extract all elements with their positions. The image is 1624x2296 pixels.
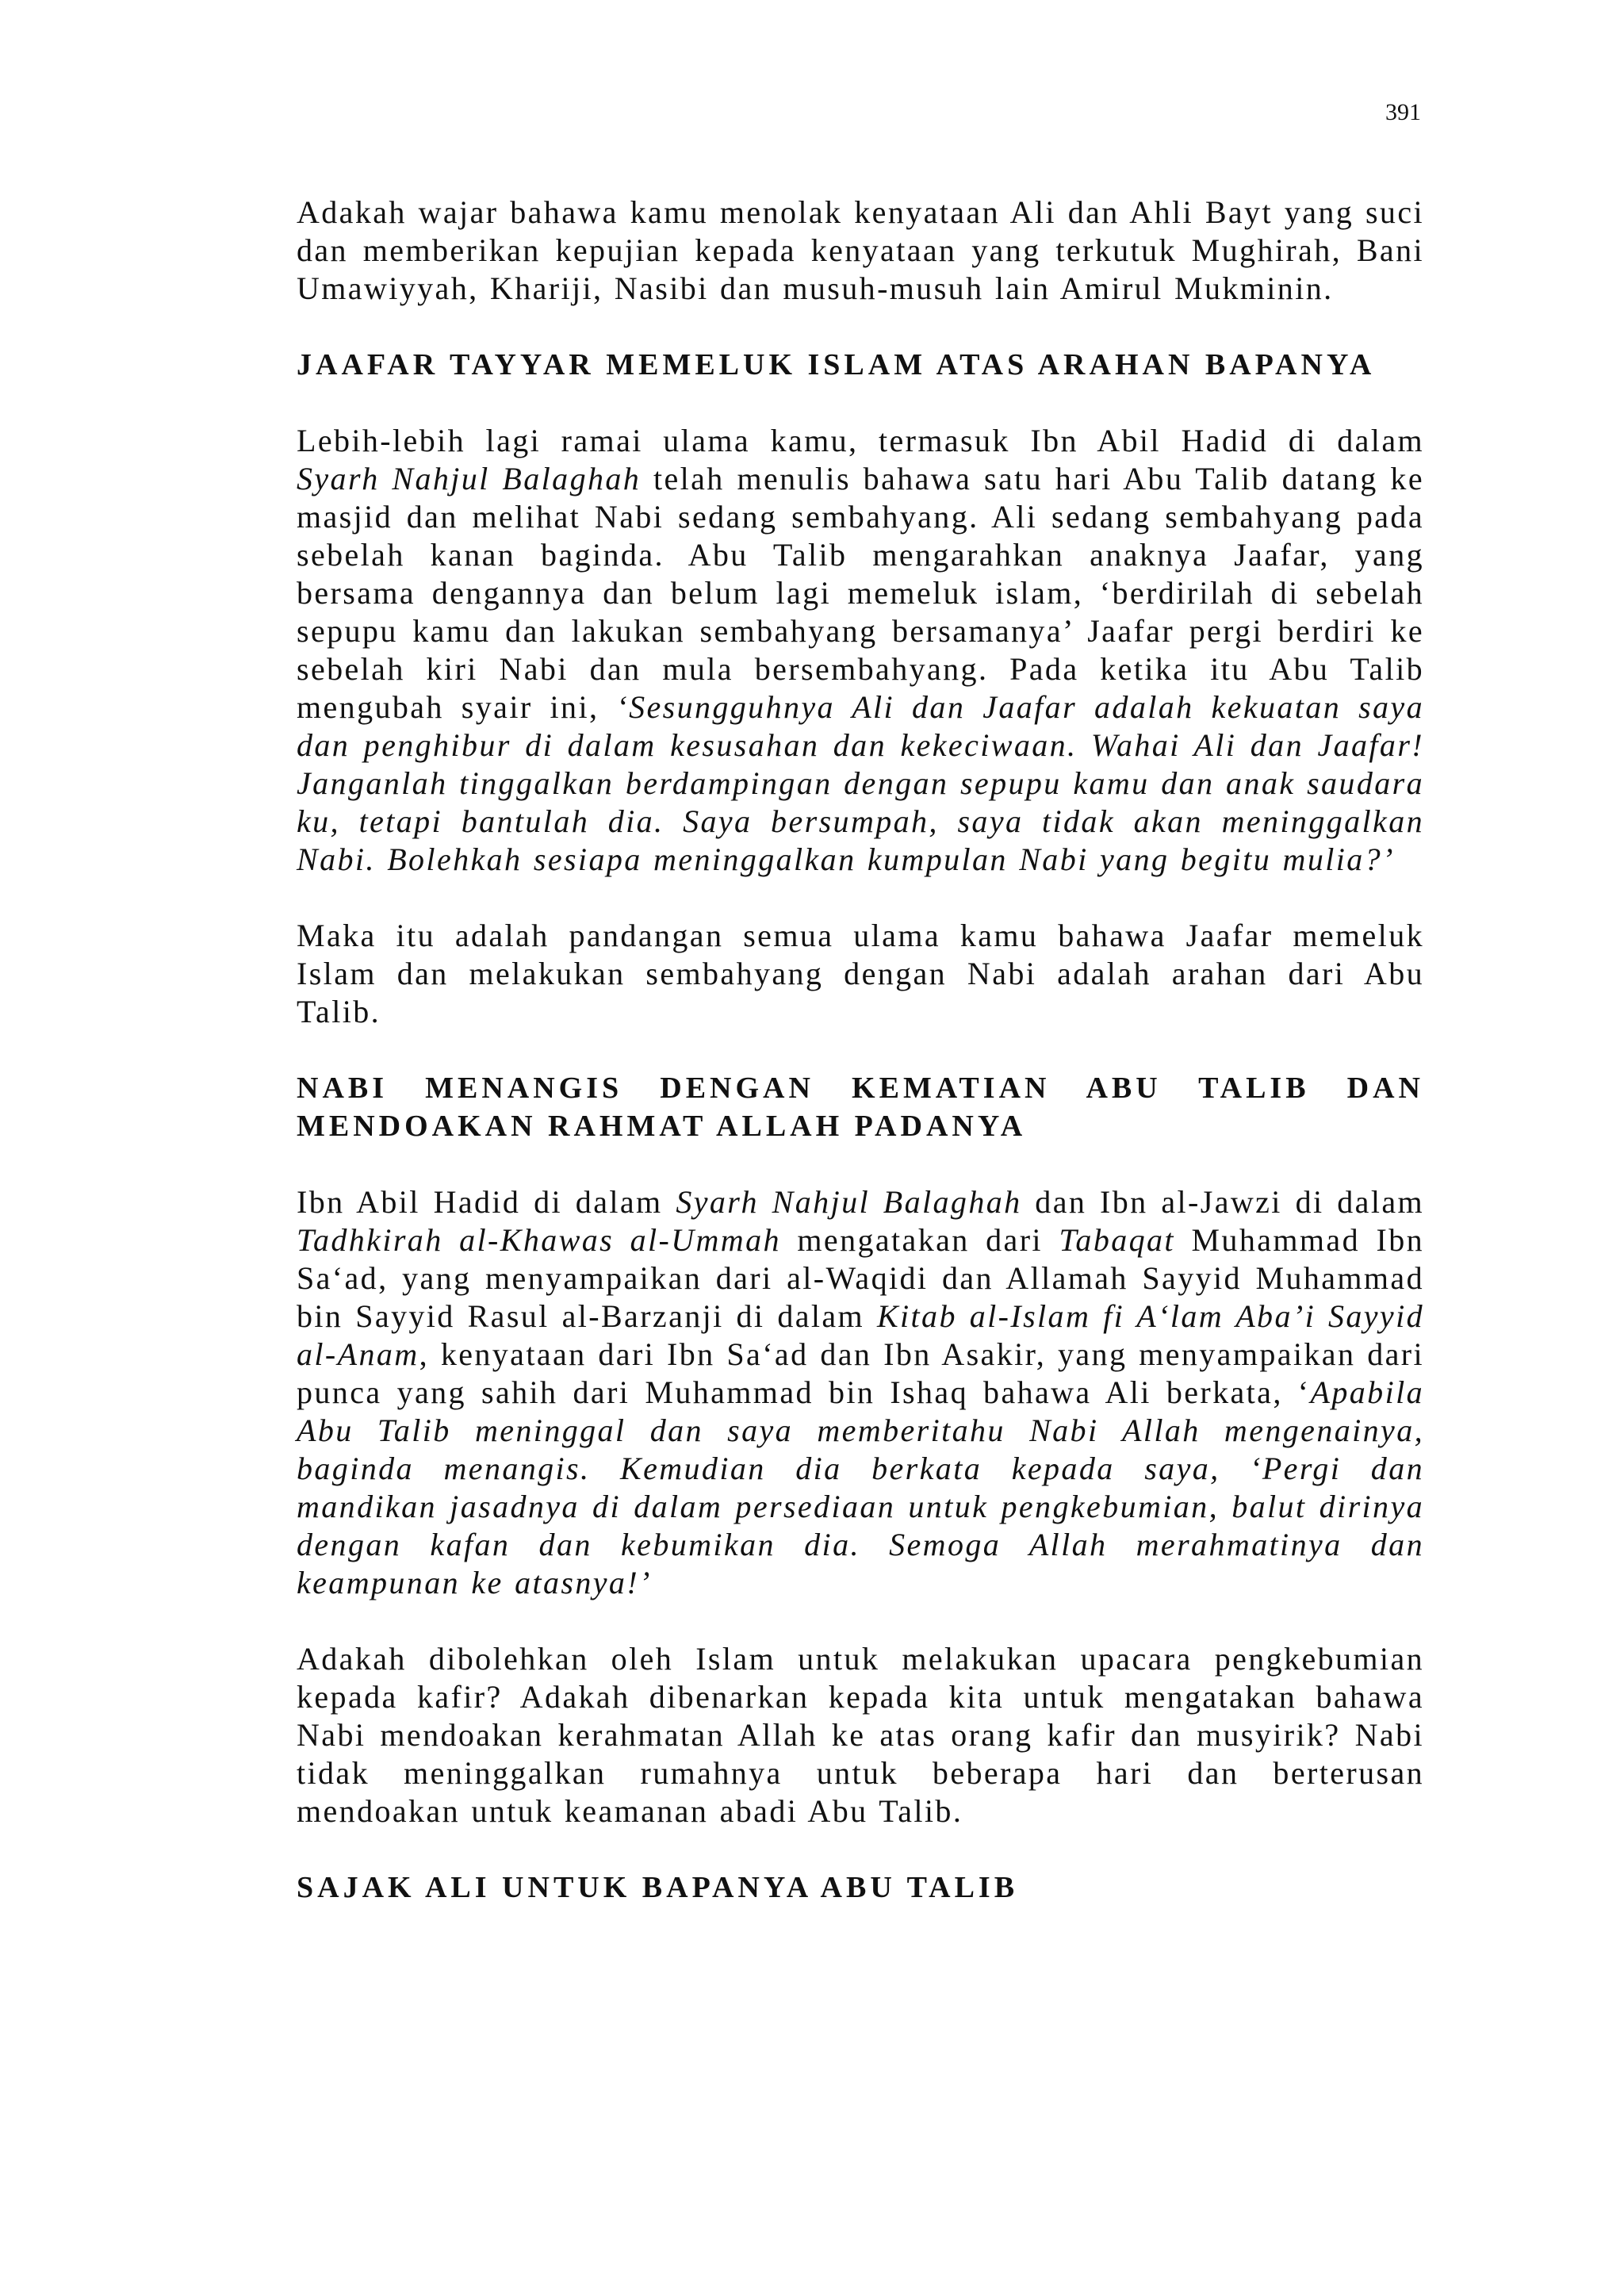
page-body [297, 194, 1424, 1907]
heading-sajak-ali: SAJAK ALI UNTUK BAPANYA ABU TALIB [297, 1871, 1019, 1904]
paragraph-2-text-a: Lebih-lebih lagi ramai ulama kamu, termasuk Ibn Abil Hadid di dalam [297, 423, 1424, 458]
paragraph-4-text-i: , kenyataan dari Ibn Sa‘ad dan Ibn Asakir, yang menyampaikan dari punca yang sahih dari Muhammad bin Ishaq bahawa Ali berkata, ‘ [297, 1336, 1424, 1410]
book-title-syarh-nahjul-balaghah-2: Syarh Nahjul Balaghah [676, 1184, 1022, 1220]
ali-quote: Apabila Abu Talib meninggal dan saya memberitahu Nabi Allah mengenainya, baginda menangis. Kemudian dia berkata kepada saya, ‘Pergi dan mandikan jasadnya di dalam persediaan untuk pengkebumian, balut dirinya dengan kafan dan kebumikan dia. Semoga Allah merahmatinya dan keampunan ke atasnya!’ [297, 1374, 1424, 1600]
book-title-kitab-al-islam: Kitab al-Islam fi A‘lam Aba’i Sayyid al-Anam [297, 1298, 1424, 1372]
paragraph-4-text-g: Muhammad Ibn Sa‘ad, yang menyampaikan dari al-Waqidi dan Allamah Sayyid Muhammad bin Sayyid Rasul al-Barzanji di dalam [297, 1222, 1424, 1334]
paragraph-3-text: Maka itu adalah pandangan semua ulama kamu bahawa Jaafar memeluk Islam dan melakukan sembahyang dengan Nabi adalah arahan dari Abu Talib. [297, 918, 1424, 1029]
page-number: 391 [1385, 99, 1421, 125]
paragraph-4 [297, 1183, 1424, 1602]
paragraph-1-text: Adakah wajar bahawa kamu menolak kenyataan Ali dan Ahli Bayt yang suci dan memberikan kepujian kepada kenyataan yang terkutuk Mughirah, Bani Umawiyyah, Khariji, Nasibi dan musuh-musuh lain Amirul Mukminin. [297, 194, 1424, 306]
paragraph-5 [297, 1640, 1424, 1830]
paragraph-4-text-e: mengatakan dari [780, 1222, 1059, 1258]
paragraph-5-text: Adakah dibolehkan oleh Islam untuk melakukan upacara pengkebumian kepada kafir? Adakah dibenarkan kepada kita untuk mengatakan bahawa Nabi mendoakan kerahmatan Allah ke atas orang kafir dan musyirik? Nabi tidak meninggalkan rumahnya untuk beberapa hari dan berterusan mendoakan untuk keamanan abadi Abu Talib. [297, 1641, 1424, 1829]
heading-jaafar-tayyar: JAAFAR TAYYAR MEMELUK ISLAM ATAS ARAHAN BAPANYA [297, 348, 1376, 381]
paragraph-3 [297, 917, 1424, 1031]
paragraph-4-text-a: Ibn Abil Hadid di dalam [297, 1184, 676, 1220]
book-title-syarh-nahjul-balaghah: Syarh Nahjul Balaghah [297, 461, 642, 496]
paragraph-2-text-c: telah menulis bahawa satu hari Abu Talib datang ke masjid dan melihat Nabi sedang sembahyang. Ali sedang sembahyang pada sebelah kanan baginda. Abu Talib mengarahkan anaknya Jaafar, yang bersama dengannya dan belum lagi memeluk islam, ‘berdirilah di sebelah sepupu kamu dan lakukan sembahyang bersamanya’ Jaafar pergi berdiri ke sebelah kiri Nabi dan mula bersembahyang. Pada ketika itu Abu Talib mengubah syair ini, [297, 461, 1424, 725]
book-title-tabaqat: Tabaqat [1059, 1222, 1175, 1258]
poem-quote: ‘Sesungguhnya Ali dan Jaafar adalah kekuatan saya dan penghibur di dalam kesusahan dan kekeciwaan. Wahai Ali dan Jaafar! Janganlah tinggalkan berdampingan dengan sepupu kamu dan anak saudara ku, tetapi bantulah dia. Saya bersumpah, saya tidak akan meninggalkan Nabi. Bolehkah sesiapa meninggalkan kumpulan Nabi yang begitu mulia?’ [297, 689, 1424, 877]
book-title-tadhkirah: Tadhkirah al-Khawas al-Ummah [297, 1222, 781, 1258]
paragraph-2 [297, 422, 1424, 879]
heading-nabi-menangis: NABI MENANGIS DENGAN KEMATIAN ABU TALIB DAN MENDOAKAN RAHMAT ALLAH PADANYA [297, 1071, 1424, 1143]
paragraph-4-text-c: dan Ibn al-Jawzi di dalam [1021, 1184, 1424, 1220]
paragraph-1 [297, 194, 1424, 308]
